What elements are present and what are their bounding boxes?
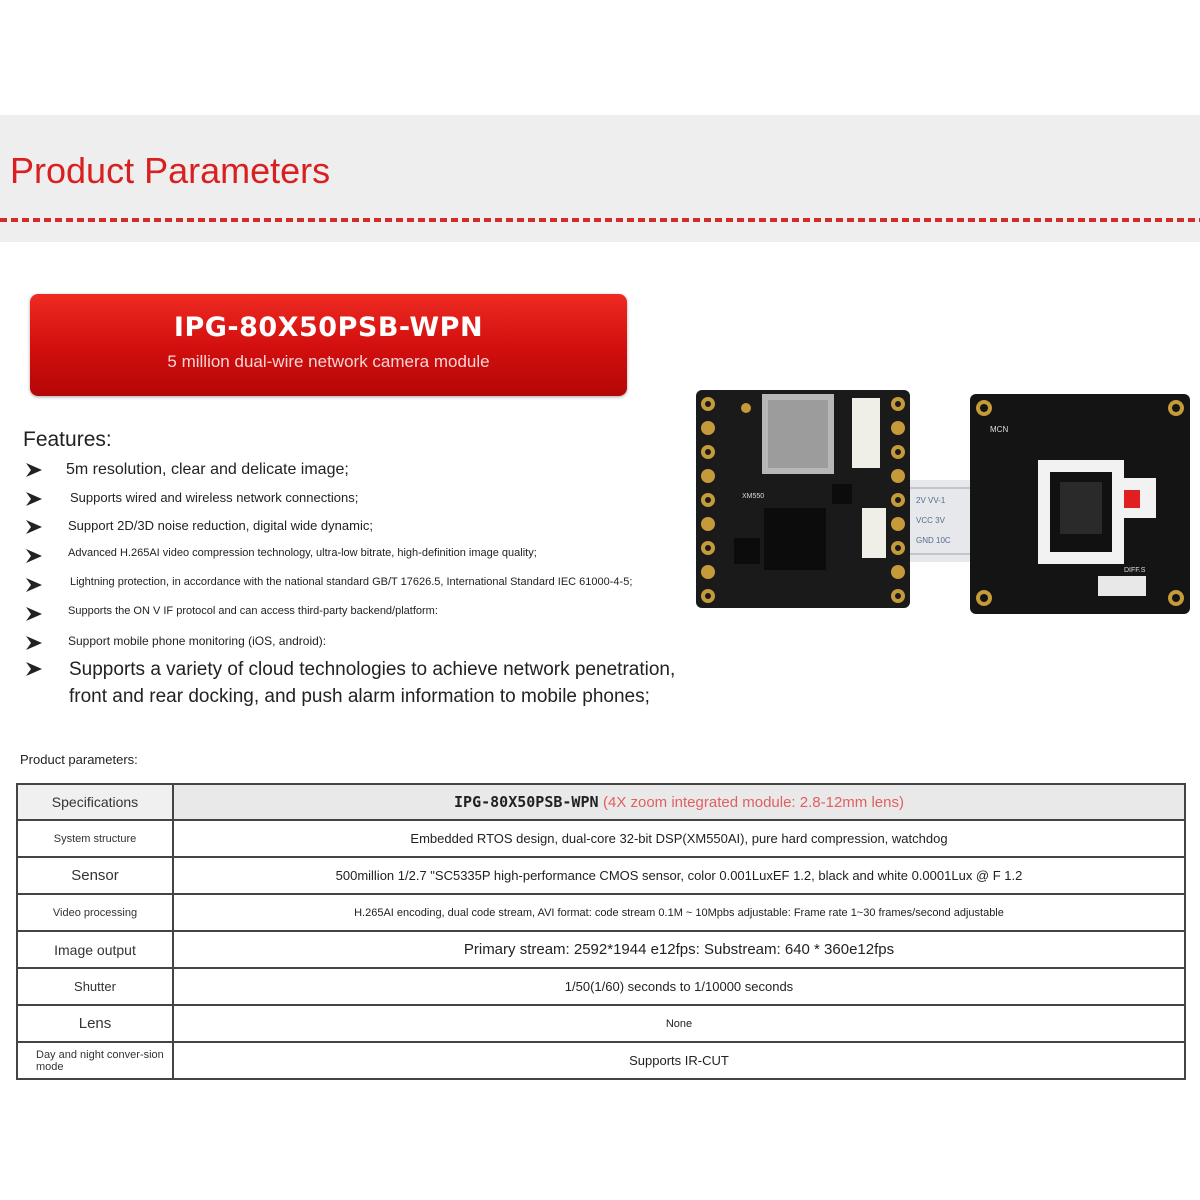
arrow-bullet-icon	[24, 634, 44, 652]
page-title: Product Parameters	[10, 150, 331, 191]
svg-text:2V VV-1: 2V VV-1	[916, 496, 946, 505]
spec-table	[16, 783, 1186, 1080]
row-value: 500million 1/2.7 "SC5335P high-performance CMOS sensor, color 0.001LuxEF 1.2, black and white 0.0001Lux @ F 1.2	[173, 857, 1185, 894]
feature-text: Support mobile phone monitoring (iOS, android):	[68, 634, 327, 648]
header-key: Specifications	[17, 784, 173, 820]
header-model: IPG-80X50PSB-WPN	[454, 792, 599, 811]
product-banner	[30, 294, 627, 396]
table-header-row	[17, 784, 1185, 820]
arrow-bullet-icon	[24, 605, 44, 623]
table-row	[17, 1042, 1185, 1079]
svg-text:DIFF.S: DIFF.S	[1124, 567, 1146, 574]
feature-text: Lightning protection, in accordance with the national standard GB/T 17626.5, International Standard IEC 61000-4-5;	[70, 576, 633, 588]
row-key: Video processing	[17, 894, 173, 931]
arrow-bullet-icon	[24, 576, 44, 594]
svg-text:GND 10C: GND 10C	[916, 536, 951, 545]
row-value: 1/50(1/60) seconds to 1/10000 seconds	[173, 968, 1185, 1005]
row-key: Day and night conver-sion mode	[17, 1042, 173, 1079]
features-heading: Features:	[23, 428, 112, 451]
row-value: Primary stream: 2592*1944 e12fps: Substream: 640 * 360e12fps	[173, 931, 1185, 968]
row-value: None	[173, 1005, 1185, 1042]
feature-text: Advanced H.265AI video compression technology, ultra-low bitrate, high-definition image quality;	[68, 547, 537, 559]
feature-text: 5m resolution, clear and delicate image;	[66, 461, 349, 478]
row-key: Shutter	[17, 968, 173, 1005]
svg-text:VCC 3V: VCC 3V	[916, 516, 945, 525]
feature-text-multiline	[69, 656, 675, 710]
camera-module-image	[694, 388, 1194, 620]
row-value: H.265AI encoding, dual code stream, AVI format: code stream 0.1M ~ 10Mpbs adjustable: Frame rate 1~30 frames/second adjustable	[173, 894, 1185, 931]
table-row	[17, 968, 1185, 1005]
header-note: (4X zoom integrated module: 2.8-12mm lens)	[602, 793, 904, 811]
header-value	[173, 784, 1185, 820]
row-value: Supports IR-CUT	[173, 1042, 1185, 1079]
params-label: Product parameters:	[20, 752, 138, 767]
table-row	[17, 894, 1185, 931]
svg-text:XM550: XM550	[742, 493, 765, 500]
arrow-bullet-icon	[24, 490, 44, 508]
feature-text: Supports wired and wireless network connections;	[70, 490, 359, 505]
product-model: IPG-80X50PSB-WPN	[173, 312, 484, 343]
arrow-bullet-icon	[24, 518, 44, 536]
svg-text:MCN: MCN	[990, 425, 1009, 434]
row-key: Lens	[17, 1005, 173, 1042]
feature-line: Supports a variety of cloud technologies to achieve network penetration,	[69, 659, 676, 680]
product-subtitle: 5 million dual-wire network camera module	[167, 352, 490, 371]
table-row	[17, 820, 1185, 857]
dashed-divider	[0, 218, 1200, 222]
feature-text: Support 2D/3D noise reduction, digital wide dynamic;	[68, 518, 373, 533]
arrow-bullet-icon	[24, 547, 44, 565]
feature-text: Supports the ON V IF protocol and can access third-party backend/platform:	[68, 605, 438, 617]
table-row	[17, 931, 1185, 968]
row-key: System structure	[17, 820, 173, 857]
table-row	[17, 857, 1185, 894]
row-key: Image output	[17, 931, 173, 968]
arrow-bullet-icon	[24, 660, 44, 678]
table-row	[17, 1005, 1185, 1042]
row-value: Embedded RTOS design, dual-core 32-bit DSP(XM550AI), pure hard compression, watchdog	[173, 820, 1185, 857]
row-key: Sensor	[17, 857, 173, 894]
arrow-bullet-icon	[24, 461, 44, 479]
feature-line: front and rear docking, and push alarm information to mobile phones;	[69, 686, 650, 707]
